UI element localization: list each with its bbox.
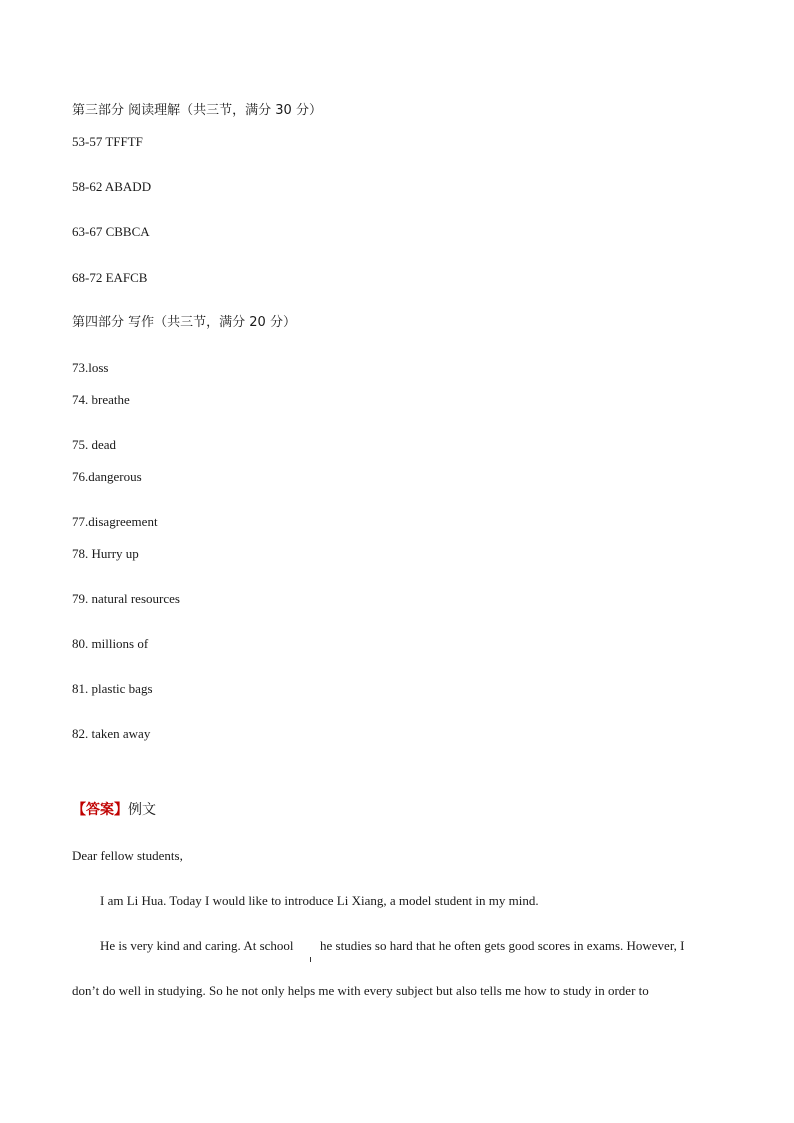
essay-greeting: Dear fellow students, bbox=[72, 848, 183, 863]
sample-essay-label: 例文 bbox=[128, 802, 156, 818]
answer-line-68-72: 68-72 EAFCB bbox=[72, 270, 148, 285]
answer-line-53-57: 53-57 TFFTF bbox=[72, 134, 143, 149]
answer-74: 74. breathe bbox=[72, 392, 130, 407]
essay-paragraph-2-line-2: don’t do well in studying. So he not only helps me with every subject but also tells me how to study in order to bbox=[72, 983, 649, 998]
answer-76: 76.dangerous bbox=[72, 469, 142, 484]
comma-mark bbox=[310, 957, 311, 962]
answer-line-58-62: 58-62 ABADD bbox=[72, 179, 152, 194]
answer-80: 80. millions of bbox=[72, 636, 149, 651]
essay-paragraph-2-part-b: he studies so hard that he often gets good scores in exams. However, I bbox=[320, 938, 685, 953]
answer-line-63-67: 63-67 CBBCA bbox=[72, 224, 150, 239]
essay-paragraph-2-part-a: He is very kind and caring. At school bbox=[100, 938, 294, 953]
answer-75: 75. dead bbox=[72, 437, 117, 452]
answer-78: 78. Hurry up bbox=[72, 546, 139, 561]
answer-81: 81. plastic bags bbox=[72, 681, 153, 696]
answer-82: 82. taken away bbox=[72, 726, 151, 741]
answer-73: 73.loss bbox=[72, 360, 109, 375]
answer-77: 77.disagreement bbox=[72, 514, 158, 529]
answer-bracket-label: 【答案】 bbox=[72, 802, 128, 818]
answer-79: 79. natural resources bbox=[72, 591, 180, 606]
part4-heading: 第四部分 写作（共三节，满分 20 分） bbox=[72, 315, 296, 330]
answer-label bbox=[72, 802, 156, 819]
essay-paragraph-1: I am Li Hua. Today I would like to introduce Li Xiang, a model student in my mind. bbox=[100, 893, 539, 908]
part3-heading: 第三部分 阅读理解（共三节，满分 30 分） bbox=[72, 103, 322, 118]
